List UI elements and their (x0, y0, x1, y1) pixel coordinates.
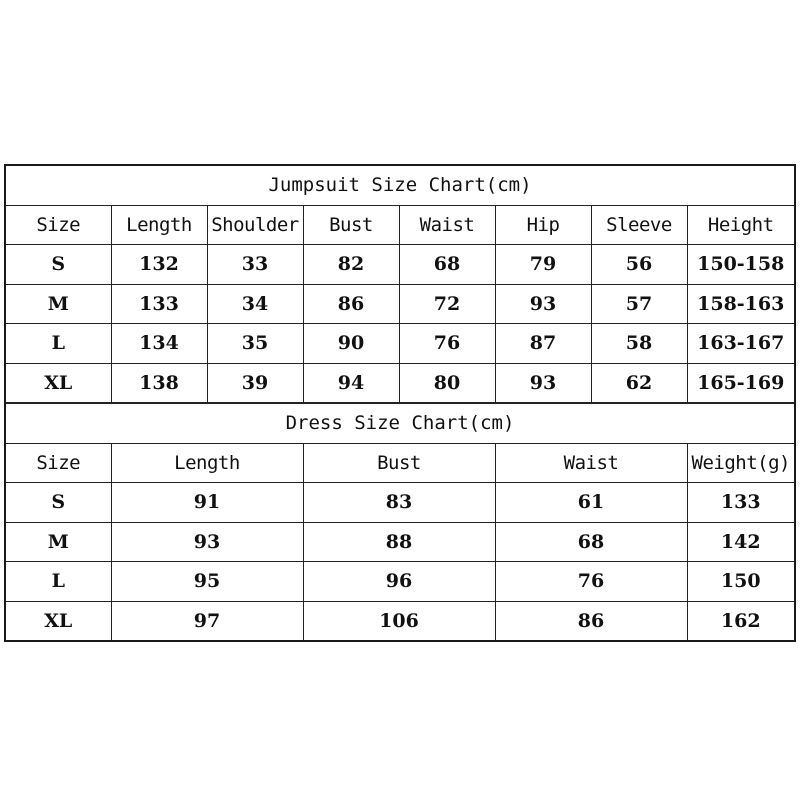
table-row (6, 363, 794, 403)
table-cell: 83 (303, 483, 495, 523)
table-cell: 82 (303, 245, 399, 285)
column-header: Size (6, 205, 111, 245)
size-cell: XL (6, 363, 111, 403)
table-cell: 97 (111, 601, 303, 640)
table-cell: 76 (495, 562, 687, 602)
table-cell: 150 (687, 562, 794, 602)
table-cell: 86 (303, 284, 399, 324)
table-cell: 87 (495, 324, 591, 364)
table-cell: 142 (687, 522, 794, 562)
table-cell: 56 (591, 245, 687, 285)
table-cell: 163-167 (687, 324, 794, 364)
table-cell: 76 (399, 324, 495, 364)
table-cell: 33 (207, 245, 303, 285)
table-cell: 150-158 (687, 245, 794, 285)
table-cell: 68 (399, 245, 495, 285)
table-cell: 61 (495, 483, 687, 523)
table-cell: 72 (399, 284, 495, 324)
table-row (6, 284, 794, 324)
size-cell: M (6, 522, 111, 562)
size-cell: S (6, 483, 111, 523)
table-cell: 94 (303, 363, 399, 403)
table-cell: 35 (207, 324, 303, 364)
jumpsuit-header-row (6, 205, 794, 245)
table-cell: 80 (399, 363, 495, 403)
table-cell: 93 (495, 284, 591, 324)
table-row (6, 522, 794, 562)
column-header: Bust (303, 205, 399, 245)
size-cell: S (6, 245, 111, 285)
size-cell: L (6, 562, 111, 602)
dress-table-title: Dress Size Chart(cm) (6, 404, 794, 444)
table-row (6, 601, 794, 640)
column-header: Shoulder (207, 205, 303, 245)
column-header: Waist (399, 205, 495, 245)
table-cell: 93 (495, 363, 591, 403)
size-cell: L (6, 324, 111, 364)
jumpsuit-table-title: Jumpsuit Size Chart(cm) (6, 166, 794, 205)
table-cell: 133 (111, 284, 207, 324)
table-cell: 88 (303, 522, 495, 562)
column-header: Size (6, 443, 111, 483)
column-header: Length (111, 443, 303, 483)
column-header: Hip (495, 205, 591, 245)
table-cell: 162 (687, 601, 794, 640)
size-cell: XL (6, 601, 111, 640)
table-cell: 57 (591, 284, 687, 324)
column-header: Length (111, 205, 207, 245)
table-cell: 34 (207, 284, 303, 324)
table-cell: 95 (111, 562, 303, 602)
table-cell: 133 (687, 483, 794, 523)
table-row (6, 562, 794, 602)
size-chart-sheet (4, 164, 796, 642)
column-header: Sleeve (591, 205, 687, 245)
table-cell: 39 (207, 363, 303, 403)
table-cell: 62 (591, 363, 687, 403)
table-row (6, 324, 794, 364)
column-header: Bust (303, 443, 495, 483)
table-cell: 58 (591, 324, 687, 364)
column-header: Waist (495, 443, 687, 483)
table-cell: 86 (495, 601, 687, 640)
size-cell: M (6, 284, 111, 324)
table-cell: 165-169 (687, 363, 794, 403)
table-cell: 134 (111, 324, 207, 364)
dress-size-table (6, 403, 794, 640)
table-cell: 91 (111, 483, 303, 523)
jumpsuit-size-table (6, 166, 794, 403)
table-cell: 96 (303, 562, 495, 602)
table-cell: 90 (303, 324, 399, 364)
dress-header-row (6, 443, 794, 483)
table-cell: 79 (495, 245, 591, 285)
column-header: Weight(g) (687, 443, 794, 483)
table-row (6, 483, 794, 523)
table-cell: 138 (111, 363, 207, 403)
column-header: Height (687, 205, 794, 245)
table-cell: 68 (495, 522, 687, 562)
table-cell: 158-163 (687, 284, 794, 324)
table-cell: 132 (111, 245, 207, 285)
table-row (6, 245, 794, 285)
table-cell: 106 (303, 601, 495, 640)
table-cell: 93 (111, 522, 303, 562)
